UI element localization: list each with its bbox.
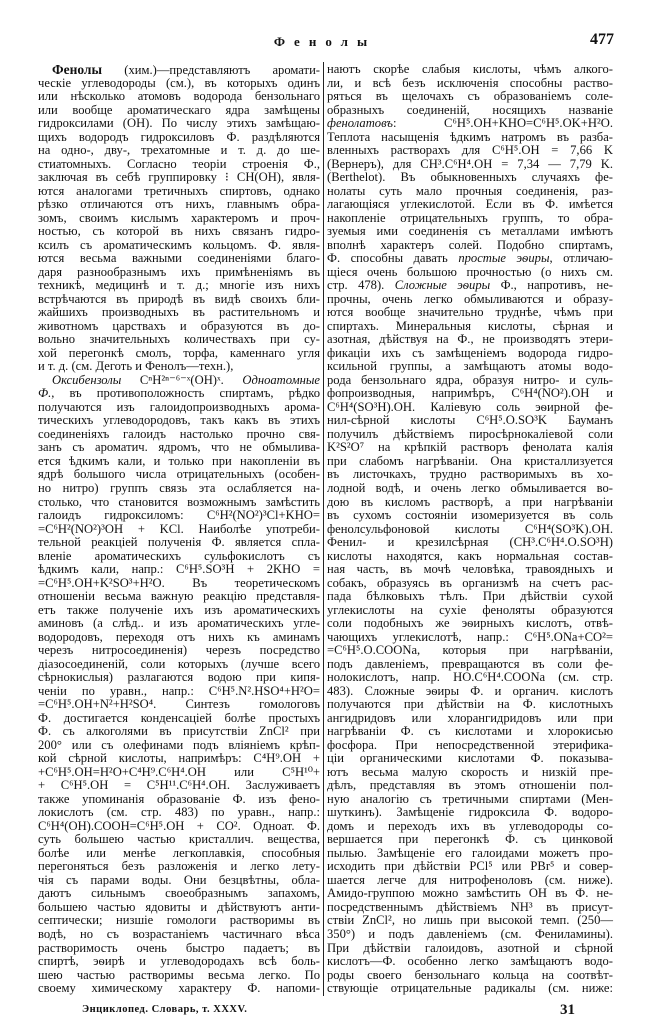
text-line <box>327 279 613 293</box>
text-line: животномъ царствахъ и образуются въ до- <box>38 318 320 333</box>
text-line: пада бѣлковыхъ тѣлъ. При дѣйствіи сухой <box>327 589 613 604</box>
text-line: исходить при дѣйствіи PCl⁵ или PBr⁵ и совер- <box>327 859 613 874</box>
text-line: шуткинъ). Замѣщеніе гидроксила Ф. водоро- <box>327 805 613 820</box>
text-line: но нитро) группъ связь эта ослабляется на- <box>38 480 320 495</box>
text-line: ную аналогію съ третичными спиртами (Мен- <box>327 791 613 806</box>
text-line: техникѣ, медицинѣ и т. д.; многіе изъ нихъ <box>38 278 320 293</box>
text-segment: : C⁶H⁵.OH+KHO=C⁶H⁵.OK+H²O. <box>392 116 613 131</box>
text-line <box>38 374 320 388</box>
text-line: жайшихъ производныхъ въ растительномъ и <box>38 305 320 320</box>
text-line: =C⁶H⁵.O.COONa, которыя при нагрѣваніи, <box>327 643 613 658</box>
text-line: фикаціи ихъ съ замѣщеніемъ водорода гидро- <box>327 345 613 360</box>
text-line: кой сѣрной кислоты, напримѣръ: C⁴H⁹.OH + <box>38 751 320 766</box>
text-line: роды своего бензольнаго кольца на соотвѣт- <box>327 967 613 982</box>
text-line: щихъ водородъ гидроксиловъ Ф. раздѣляются <box>38 129 320 144</box>
text-line: ряться въ щелочахъ съ образованіемъ соле- <box>327 89 613 104</box>
text-line: +C⁶H⁵.OH=H²O+C⁴H⁹.C⁶H⁴.OH или C⁵H¹⁰+ <box>38 764 320 779</box>
text-line: ческіе углеводороды (см.), въ которыхъ одинъ <box>38 75 320 90</box>
text-line: ностью, съ которой въ нихъ связанъ гидро- <box>38 224 320 239</box>
text-line: нолокислотъ, напр. HO.C⁶H⁴.COONa (см. стр. <box>327 670 613 685</box>
text-line: етъ также полученіе ихъ изъ ароматическихъ <box>38 602 320 617</box>
text-line: занъ съ ароматич. ядромъ, что не обмылива- <box>38 440 320 455</box>
text-line: ядрѣ большого числа отрицательныхъ (особен- <box>38 467 320 482</box>
text-line: дою въ кисломъ растворѣ, а при нагрѣваніи <box>327 494 613 509</box>
text-line: хой перегонкѣ смолъ, торфа, каменнаго угля <box>38 345 320 360</box>
text-line: водѣ, но съ возрастаніемъ частичнаго вѣса <box>38 927 320 941</box>
text-line: или вообще ароматическаго ядра замѣщены <box>38 102 320 117</box>
text-line: подъ давленіемъ, превращаются въ соли фе- <box>327 656 613 671</box>
page-number: 477 <box>590 31 614 48</box>
text-line: заключая въ себѣ группировку ⁝ CH(OH), явля- <box>38 170 320 185</box>
text-line: ченіи по уравн., напр.: C⁶H⁵.N².HSO⁴+H²O= <box>38 683 320 698</box>
text-segment: CⁿH²ⁿ⁻⁶⁻ˣ(OH)ˣ. <box>121 372 243 387</box>
text-line: діазосоединеній, соли которыхъ (лучше всего <box>38 656 320 671</box>
text-segment: (хим.)—представляютъ аромати- <box>102 63 320 77</box>
text-line: накопленіе отрицательныхъ группъ, то обра- <box>327 210 613 225</box>
text-line: =C⁶H⁵.OH+K²SO³+H²O. Въ теоретическомъ <box>38 575 320 590</box>
running-head: Фенолы <box>273 34 377 49</box>
text-line: также упоминанія образованіе Ф. изъ фено- <box>38 791 320 806</box>
italic-term: фенолатовъ <box>327 116 393 131</box>
text-line: ная часть, въ мочѣ человѣка, травоядныхъ и <box>327 562 613 577</box>
text-line: въ сухомъ состояніи изомеризуется въ соль <box>327 508 613 523</box>
text-line: домъ и переходъ ихъ въ углеводороды со- <box>327 818 613 833</box>
signature-mark: 31 <box>560 1002 575 1018</box>
text-line: вленныхъ растворахъ для C⁶H⁵.OH = 7,66 K <box>327 143 613 158</box>
text-line: C⁶H⁴(SO³H).OH. Каліевую соль эѳирной фе- <box>327 399 613 414</box>
text-line: Ф. съ алкоголями въ присутствіи ZnCl² при <box>38 724 320 739</box>
text-line: на одно-, дву-, трехатомные и т. д. до ше- <box>38 143 320 158</box>
text-line: получилъ дѣйствіемъ пиросѣрнокаліевой соли <box>327 426 613 441</box>
text-line: ангидридовъ или хлорангидридовъ или при <box>327 710 613 725</box>
text-line: фенолсульфоновой кислоты C⁶H⁴(SO³K).OH. <box>327 521 613 536</box>
text-line: сѣрнокислыя) разлагаются водою при кипя- <box>38 670 320 685</box>
footer-volume: Энциклопед. Словарь, т. XXXV. <box>82 1004 248 1015</box>
text-line: въ листочкахъ, трудно растворимыхъ въ хо- <box>327 467 613 482</box>
text-line: ѣдкимъ кали, напр.: C⁶H⁵.SO³H + 2KHO = <box>38 562 320 577</box>
text-line: получаются изъ галоидопроизводныхъ арома- <box>38 399 320 414</box>
text-line: болѣе или менѣе легкоплавкія, способныя <box>38 845 320 860</box>
text-line: растворимость очень быстро падаетъ; въ <box>38 940 320 955</box>
text-line: столько, что становится возможнымъ замѣстить <box>38 494 320 509</box>
text-line: дѣлъ, представляя въ этомъ отношеніи пол- <box>327 778 613 793</box>
text-line: локислотъ (см. стр. 483) по уравн., напр.: <box>38 805 320 820</box>
text-line: лагающіяся углекислотой. Если въ Ф. имѣется <box>327 197 613 212</box>
text-line <box>38 63 320 77</box>
text-line: ствіи ZnCl², но лишь при высокой темп. (250— <box>327 913 613 928</box>
text-line: ютъ весьма малую скорость и низкій пре- <box>327 764 613 779</box>
text-line: ли, и всѣ безъ исключенія способны раство- <box>327 75 613 90</box>
text-line: ются весьма важными соединеніями благо- <box>38 251 320 266</box>
text-line: углекислоты на сухіе феноляты образуются <box>327 602 613 617</box>
text-line: ствующіе отрицательные радикалы (см. ниже: <box>327 981 613 996</box>
left-column <box>38 63 320 996</box>
text-line: соли подобныхъ же эѳирныхъ кислотъ, отвѣ- <box>327 616 613 631</box>
text-line: щіеся очень большою прочностью (о нихъ см. <box>327 264 613 279</box>
text-line: нил-сѣрной кислоты C⁶H⁵.O.SO³K Бауманъ <box>327 413 613 428</box>
text-line: рѣзко отличаются отъ нихъ, главнымъ обра- <box>38 197 320 212</box>
text-line: галоидъ гидроксиломъ: C⁶H²(NO²)³Cl+KHO= <box>38 508 320 523</box>
text-line: + C⁶H⁵.OH = C⁵H¹¹.C⁶H⁴.OH. Заслуживаетъ <box>38 778 320 793</box>
text-line: собакъ, образуясь въ организмѣ на счетъ рас- <box>327 575 613 590</box>
text-line: чающихъ углекислотѣ, напр.: C⁶H⁵.ONa+CO²= <box>327 629 613 644</box>
text-line: соединеніяхъ галоидъ настолько прочно свя- <box>38 426 320 441</box>
text-line: рода бензольнаго ядра, образуя нитро- и суль- <box>327 372 613 387</box>
text-line: и т. д. (см. Деготь и Фенолъ—техн.), <box>38 359 234 374</box>
text-line: даютъ сильнымъ своеобразнымъ запахомъ, <box>38 886 320 901</box>
text-line: K²S²O⁷ на крѣпкій растворъ фенолата калія <box>327 440 613 455</box>
text-line: зомъ, своимъ кислымъ характеромъ и проч- <box>38 210 320 225</box>
text-line <box>327 117 613 131</box>
text-line: 350°) и подъ давленіемъ (см. Фениламины). <box>327 927 613 941</box>
text-line <box>38 387 320 401</box>
text-line: чія съ парами воды. Они безцвѣтны, обла- <box>38 872 320 887</box>
text-segment: Ф., напротивъ, не- <box>490 278 613 293</box>
text-line: спиртѣ, эѳирѣ и углеводородахъ всѣ боль- <box>38 954 320 969</box>
text-line: ксилъ съ ароматическимъ кольцомъ. Ф. явля- <box>38 237 320 252</box>
text-segment: стр. 478). <box>327 278 395 293</box>
text-line: встрѣчаются въ природѣ въ видѣ своихъ бли- <box>38 291 320 306</box>
text-line <box>327 252 613 266</box>
text-line: азотная, дѣйствуя на Ф., не производятъ этери- <box>327 332 613 347</box>
text-line: фосфора. При непосредственной этерифика- <box>327 737 613 752</box>
text-line: =C⁶H²(NO²)³OH + KCl. Наиболѣе употреби- <box>38 521 320 536</box>
text-line: ются вообще значительно труднѣе, чѣмъ при <box>327 305 613 320</box>
text-line: или нѣсколько атомовъ водорода бензольнаго <box>38 89 320 104</box>
text-line: прочны, очень легко обмыливаются и образу- <box>327 291 613 306</box>
text-line: суть большею частью кристаллич. вещества, <box>38 832 320 847</box>
text-line: зуемыя ими соединенія съ металлами имѣютъ <box>327 224 613 239</box>
text-segment: Ф. способны давать <box>327 251 459 266</box>
text-line: своему химическому характеру Ф. напоми- <box>38 981 320 996</box>
text-line: ются аналогами третичныхъ спиртовъ, однако <box>38 183 320 198</box>
text-line: 200° или съ олефинами подъ вліяніемъ крѣп- <box>38 737 320 752</box>
text-line: даря разнообразнымъ ихъ примѣненіямъ въ <box>38 264 320 279</box>
text-line: стиатомныхъ. Согласно теоріи строенія Ф., <box>38 156 320 171</box>
italic-term: простые эѳиры <box>458 251 550 266</box>
text-line: септически; низшіе гомологи растворимы въ <box>38 913 320 928</box>
text-line: кислоты находятся, какъ нормальная состав- <box>327 548 613 563</box>
text-line: 483). Сложные эѳиры Ф. и органич. кислотъ <box>327 683 613 698</box>
text-line: вленіе ароматическихъ сульфокислотъ съ <box>38 548 320 563</box>
text-line: шается легче для нитрофеноловъ (см. ниже). <box>327 872 613 887</box>
text-line: нагрѣваніи Ф. съ кислотами и хлорокисью <box>327 724 613 739</box>
text-line: пылью. Замѣщеніе его галоидами можетъ про- <box>327 845 613 860</box>
text-segment: , отличаю- <box>549 251 613 266</box>
text-line: нолаты суть мало прочныя соединенія, раз- <box>327 183 613 198</box>
text-line: Ф. достигается конденсаціей болѣе простыхъ <box>38 710 320 725</box>
text-line: Теплота насыщенія ѣдкимъ натромъ въ разба- <box>327 129 613 144</box>
text-line: шею частью растворимы весьма легко. По <box>38 967 320 982</box>
text-line: При дѣйствіи галоидовъ, азотной и сѣрной <box>327 940 613 955</box>
text-line: черезъ нитросоединенія) черезъ посредство <box>38 643 320 658</box>
text-line: C⁶H⁴(OH).COOH=C⁶H⁵.OH + CO². Одноат. Ф. <box>38 818 320 833</box>
text-line: кислотъ—Ф. особенно легко замѣщаютъ водо- <box>327 954 613 969</box>
text-line: вершается при перегонкѣ Ф. съ цинковой <box>327 832 613 847</box>
text-line: спиртахъ. Минеральныя кислоты, сѣрная и <box>327 318 613 333</box>
italic-term: Оксибензолы <box>52 372 122 387</box>
text-line: ціи органическими кислотами Ф. показыва- <box>327 751 613 766</box>
text-line: водородовъ, переходя отъ нихъ къ аминамъ <box>38 629 320 644</box>
text-line: (Berthelot). Въ обыкновенныхъ случаяхъ фе- <box>327 170 613 185</box>
text-line: Амидо-группою можно замѣстить OH въ Ф. не- <box>327 886 613 901</box>
text-line: гидроксилами (ОН). По числу этихъ замѣщаю- <box>38 116 320 131</box>
text-line: аминовъ (а слѣд.. и изъ ароматическихъ угле- <box>38 616 320 631</box>
text-line: фопроизводныя, напримѣръ, C⁶H⁴(NO²).OH и <box>327 386 613 401</box>
text-line: вольно значительныхъ количествахъ при су- <box>38 332 320 347</box>
column-divider <box>323 62 324 996</box>
text-line: при слабомъ нагрѣваніи. Она кристаллизуется <box>327 453 613 468</box>
text-line: тическихъ углеводородовъ, такъ какъ въ этихъ <box>38 413 320 428</box>
text-line: =C⁶H⁵.OH+N²+H²SO⁴. Синтезъ гомологовъ <box>38 697 320 712</box>
text-line: посредственнымъ дѣйствіемъ NH³ въ присут- <box>327 899 613 914</box>
text-line: (Вернеръ), для CH³.C⁶H⁴.OH = 7,34 — 7,79 K. <box>327 156 613 171</box>
italic-term: Сложные эѳиры <box>394 278 491 293</box>
text-line: перегоняться безъ разложенія и легко лету- <box>38 859 320 874</box>
headword: Фенолы <box>52 62 103 77</box>
text-line: лодной водѣ, и очень легко обмыливается во- <box>327 480 613 495</box>
italic-term: Одноатомные <box>242 372 320 387</box>
text-line: ксильной группы, а замѣщаютъ атомы водо- <box>327 359 613 374</box>
right-column <box>327 63 613 996</box>
text-line: ется ѣдкимъ кали, и только при накопленіи въ <box>38 453 320 468</box>
text-line: вполнѣ характеръ солей. Подобно спиртамъ, <box>327 237 613 252</box>
text-line: наютъ скорѣе слабыя кислоты, чѣмъ алкого- <box>327 62 613 76</box>
text-line: Фенил- и крезилсѣрная (CH³.C⁶H⁴.O.SO³H) <box>327 535 613 550</box>
text-line: большею частью ядовиты и дѣйствуютъ анти- <box>38 899 320 914</box>
text-segment: , въ противоположность спиртамъ, рѣдко <box>51 386 320 401</box>
text-line: тельной реакціей полученія Ф. является спла- <box>38 535 320 550</box>
italic-term: Ф. <box>38 386 52 401</box>
text-line: получаются при дѣйствіи на Ф. кислотныхъ <box>327 697 613 712</box>
text-line: отношеніи весьма важную реакцію представля- <box>38 589 320 604</box>
text-line: образныхъ соединеній, носящихъ названіе <box>327 102 613 117</box>
